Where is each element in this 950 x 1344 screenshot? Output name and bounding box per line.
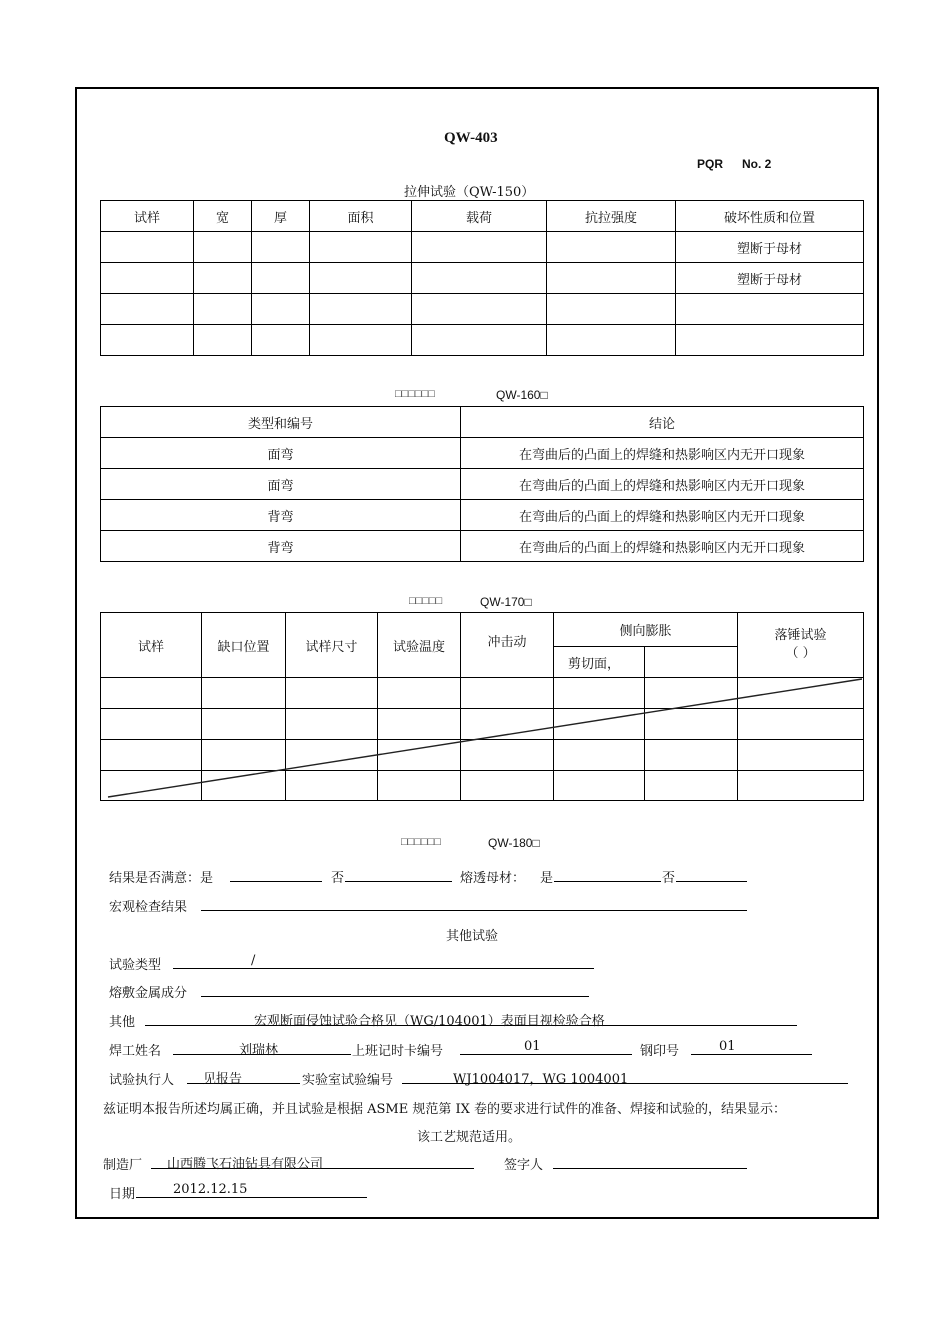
stamp-value: 01	[719, 1039, 736, 1054]
manufacturer-value: 山西腾飞石油钻具有限公司	[167, 1157, 324, 1172]
stamp-label: 钢印号	[640, 1044, 680, 1059]
form-code: QW-403	[444, 130, 498, 146]
tensile-header-strength: 抗拉强度	[547, 201, 676, 232]
result-no-field[interactable]	[345, 867, 452, 882]
penetration-yes-field[interactable]	[554, 867, 661, 882]
certification-statement: 兹证明本报告所述均属正确，并且试验是根据 ASME 规范第 IX 卷的要求进行试件的准备、焊接和试验的，结果显示：	[103, 1102, 787, 1117]
impact-header-specimen: 试样	[101, 613, 202, 678]
lab-number-label: 实验室试验编号	[302, 1073, 394, 1088]
bend-header-result: 结论	[461, 407, 864, 438]
bend-result-cell: 在弯曲后的凸面上的焊缝和热影响区内无开口现象	[461, 531, 864, 562]
bend-type-cell: 背弯	[101, 531, 461, 562]
date-value: 2012.12.15	[173, 1182, 248, 1197]
macro-label: 宏观检查结果	[109, 900, 188, 915]
certification-conclusion: 该工艺规范适用。	[417, 1130, 522, 1145]
clock-card-value: 01	[524, 1039, 541, 1054]
date-field[interactable]	[136, 1183, 367, 1198]
tensile-header-load: 载荷	[412, 201, 547, 232]
executor-label: 试验执行人	[109, 1073, 175, 1088]
other-tests-title: 其他试验	[446, 929, 499, 944]
penetration-yes-label: 是	[540, 871, 554, 886]
impact-header-notch: 缺口位置	[202, 613, 286, 678]
clock-card-field[interactable]	[460, 1040, 632, 1055]
impact-title-glyphs: □□□□□	[409, 595, 443, 607]
tensile-header-thickness: 厚	[252, 201, 310, 232]
impact-header-drop-sub: （ ）	[785, 646, 816, 661]
impact-header-energy: 冲击动	[461, 613, 554, 678]
fillet-title-code: QW-180□	[488, 836, 540, 850]
pqr-number: No. 2	[742, 157, 772, 171]
penetration-no-field[interactable]	[676, 867, 747, 882]
deposit-label: 熔敷金属成分	[109, 986, 188, 1001]
executor-value: 见报告	[203, 1072, 243, 1087]
bend-type-cell: 面弯	[101, 469, 461, 500]
deposit-field[interactable]	[201, 982, 589, 997]
penetration-no-label: 否	[662, 871, 676, 886]
clock-card-label: 上班记时卡编号	[352, 1044, 444, 1059]
tensile-title: 拉伸试验（QW-150）	[404, 185, 535, 200]
bend-type-cell: 背弯	[101, 500, 461, 531]
result-satisfactory-label: 结果是否满意：是	[109, 871, 214, 886]
tensile-header-width: 宽	[194, 201, 252, 232]
bend-result-cell: 在弯曲后的凸面上的焊缝和热影响区内无开口现象	[461, 469, 864, 500]
signer-label: 签字人	[504, 1158, 544, 1173]
tensile-header-failure: 破坏性质和位置	[676, 201, 864, 232]
manufacturer-label: 制造厂	[103, 1158, 143, 1173]
tensile-header-specimen: 试样	[101, 201, 194, 232]
bend-header-type: 类型和编号	[101, 407, 461, 438]
test-type-label: 试验类型	[109, 958, 162, 973]
penetration-label: 熔透母材：	[460, 871, 526, 886]
lab-number-value: WJ1004017，WG 1004001	[453, 1072, 629, 1087]
result-no-label: 否	[331, 871, 345, 886]
impact-header-shear: 剪切面，	[554, 647, 645, 678]
table-cell: 塑断于母材	[676, 263, 864, 294]
stamp-field[interactable]	[691, 1040, 812, 1055]
other-value: 宏观断面侵蚀试验合格见（WG/104001）表面目视检验合格	[254, 1014, 605, 1029]
bend-title-code: QW-160□	[496, 388, 548, 402]
other-label: 其他	[109, 1015, 136, 1030]
void-diagonal-line	[108, 679, 862, 797]
bend-type-cell: 面弯	[101, 438, 461, 469]
signer-field[interactable]	[553, 1154, 747, 1169]
fillet-title-glyphs: □□□□□□	[401, 836, 441, 848]
result-yes-field[interactable]	[230, 867, 322, 882]
impact-header-drop-label: 落锤试验	[774, 628, 827, 643]
welder-label: 焊工姓名	[109, 1044, 162, 1059]
impact-header-temp: 试验温度	[378, 613, 461, 678]
bend-result-cell: 在弯曲后的凸面上的焊缝和热影响区内无开口现象	[461, 438, 864, 469]
macro-field[interactable]	[201, 896, 747, 911]
test-type-field[interactable]	[173, 954, 594, 969]
impact-title-code: QW-170□	[480, 595, 532, 609]
impact-header-lateral: 侧向膨胀	[554, 613, 738, 647]
impact-header-size: 试样尺寸	[286, 613, 378, 678]
welder-value: 刘瑞林	[239, 1043, 279, 1058]
table-cell: 塑断于母材	[676, 232, 864, 263]
bend-result-cell: 在弯曲后的凸面上的焊缝和热影响区内无开口现象	[461, 500, 864, 531]
bend-title-glyphs: □□□□□□	[395, 388, 435, 400]
pqr-label: PQR	[697, 157, 724, 171]
tensile-header-area: 面积	[310, 201, 412, 232]
test-type-value: /	[251, 953, 256, 968]
date-label: 日期	[109, 1187, 136, 1202]
